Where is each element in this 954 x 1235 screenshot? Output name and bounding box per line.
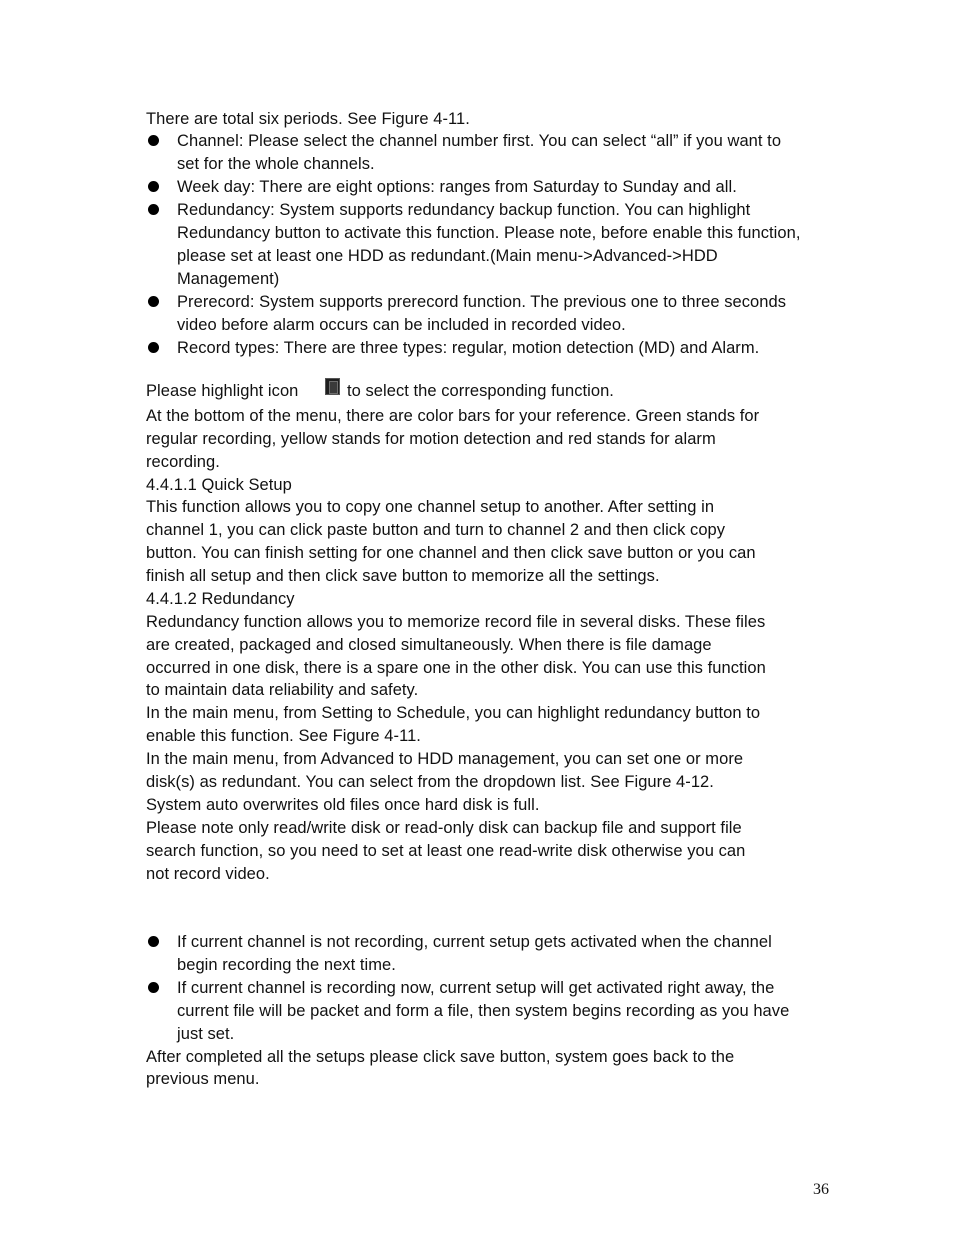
bullet-prerecord-line-2: video before alarm occurs can be included in recorded video. [177,316,626,334]
quick-setup-line-1: This function allows you to copy one channel setup to another. After setting in [146,498,715,516]
redundancy-line-9: System auto overwrites old files once hard disk is full. [146,796,540,814]
closing-line-2: previous menu. [146,1070,260,1088]
redundancy-heading: 4.4.1.2 Redundancy [146,590,295,608]
colorbars-line-1: At the bottom of the menu, there are color bars for your reference. Green stands for [146,407,760,425]
bullet-recording-line-3: just set. [177,1025,235,1043]
highlight-text-before: Please highlight icon [146,382,299,400]
bullet-dot [148,204,159,215]
redundancy-line-7: In the main menu, from Advanced to HDD management, you can set one or more [146,750,744,768]
bullet-dot [148,982,159,993]
bullet-dot [148,936,159,947]
colorbars-line-3: recording. [146,453,220,471]
setting-icon-inner [329,381,338,394]
redundancy-line-3: occurred in one disk, there is a spare one in the other disk. You can use this function [146,659,766,677]
bullet-dot [148,342,159,353]
redundancy-line-6: enable this function. See Figure 4-11. [146,727,421,745]
bullet-channel-line-2: set for the whole channels. [177,155,375,173]
bullet-dot [148,296,159,307]
highlight-text-after: to select the corresponding function. [347,382,614,400]
bullet-recording-line-1: If current channel is recording now, current setup will get activated right away, the [177,979,775,997]
intro-text: There are total six periods. See Figure 4-11. [146,110,470,128]
redundancy-line-8: disk(s) as redundant. You can select from the dropdown list. See Figure 4-12. [146,773,714,791]
bullet-dot [148,181,159,192]
redundancy-line-10: Please note only read/write disk or read-only disk can backup file and support file [146,819,742,837]
redundancy-line-12: not record video. [146,865,270,883]
redundancy-line-4: to maintain data reliability and safety. [146,681,419,699]
colorbars-line-2: regular recording, yellow stands for motion detection and red stands for alarm [146,430,716,448]
bullet-channel-line-1: Channel: Please select the channel number first. You can select “all” if you want to [177,132,782,150]
bullet-notrecording-line-2: begin recording the next time. [177,956,396,974]
redundancy-line-5: In the main menu, from Setting to Schedule, you can highlight redundancy button to [146,704,761,722]
quick-setup-line-2: channel 1, you can click paste button and turn to channel 2 and then click copy [146,521,726,539]
bullet-recording-line-2: current file will be packet and form a file, then system begins recording as you have [177,1002,790,1020]
bullet-dot [148,135,159,146]
closing-line-1: After completed all the setups please click save button, system goes back to the [146,1048,735,1066]
redundancy-line-11: search function, so you need to set at least one read-write disk otherwise you can [146,842,746,860]
redundancy-line-2: are created, packaged and closed simultaneously. When there is file damage [146,636,712,654]
bullet-recordtypes-line-1: Record types: There are three types: regular, motion detection (MD) and Alarm. [177,339,760,357]
bullet-redundancy-line-2: Redundancy button to activate this function. Please note, before enable this function, [177,224,801,242]
bullet-prerecord-line-1: Prerecord: System supports prerecord function. The previous one to three seconds [177,293,787,311]
quick-setup-line-3: button. You can finish setting for one channel and then click save button or you can [146,544,756,562]
page-number: 36 [813,1181,829,1198]
bullet-redundancy-line-4: Management) [177,270,280,288]
bullet-redundancy-line-3: please set at least one HDD as redundant.(Main menu->Advanced->HDD [177,247,718,265]
bullet-redundancy-line-1: Redundancy: System supports redundancy backup function. You can highlight [177,201,751,219]
quick-setup-line-4: finish all setup and then click save button to memorize all the settings. [146,567,660,585]
quick-setup-heading: 4.4.1.1 Quick Setup [146,476,292,494]
bullet-notrecording-line-1: If current channel is not recording, current setup gets activated when the channel [177,933,772,951]
bullet-weekday-line-1: Week day: There are eight options: ranges from Saturday to Sunday and all. [177,178,737,196]
setting-icon [325,378,340,395]
redundancy-line-1: Redundancy function allows you to memorize record file in several disks. These files [146,613,766,631]
